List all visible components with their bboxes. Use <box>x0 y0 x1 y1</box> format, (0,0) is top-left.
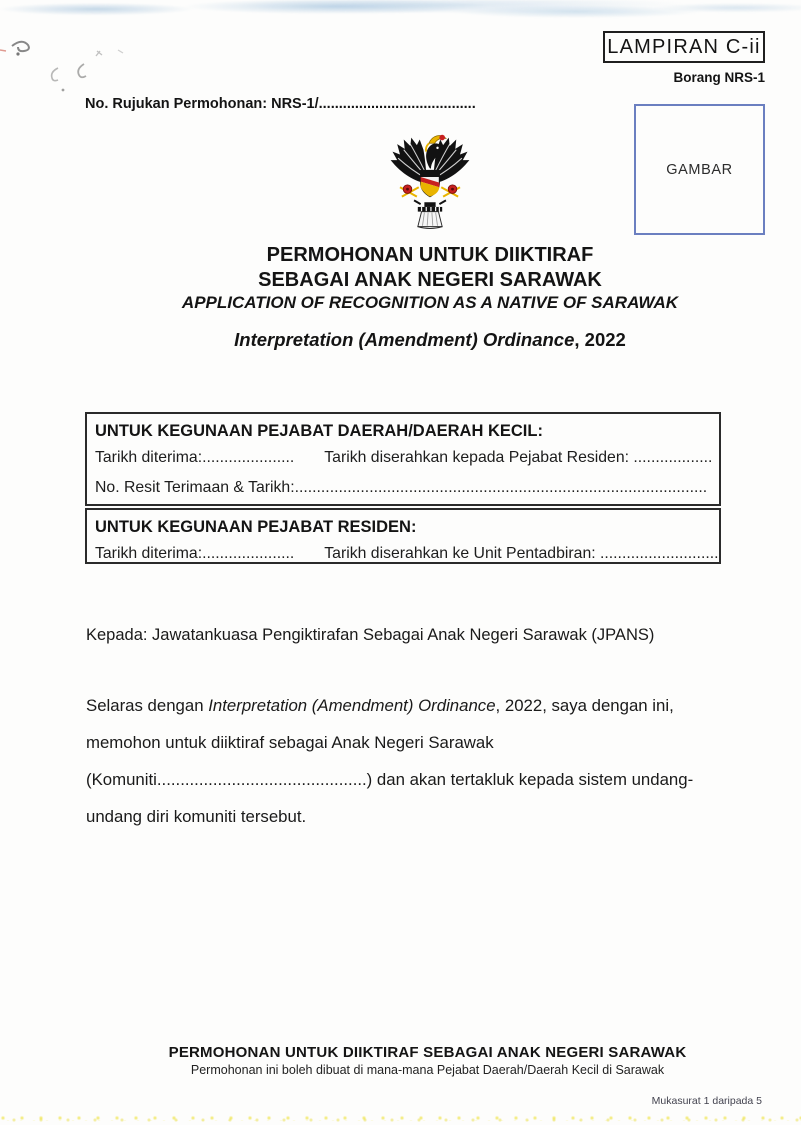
reference-number-line: No. Rujukan Permohonan: NRS-1/....................................... <box>85 96 476 112</box>
title-line-2: SEBAGAI ANAK NEGERI SARAWAK <box>258 268 602 291</box>
scanner-edge-artifact-bottom <box>0 1109 801 1125</box>
footer-title: PERMOHONAN UNTUK DIIKTIRAF SEBAGAI ANAK NEGERI SARAWAK <box>168 1044 687 1061</box>
lampiran-label-box <box>603 31 765 63</box>
ordinance-year: , 2022 <box>574 329 626 350</box>
title-line-1: PERMOHONAN UNTUK DIIKTIRAF <box>266 244 594 266</box>
ordinance-title <box>95 329 765 351</box>
paragraph-text-after: , 2022, saya dengan ini, memohon untuk diiktiraf sebagai Anak Negeri Sarawak (Komuniti.............................................) dan akan tertakluk kepada sistem undang-undang diri komuniti tersebut. <box>86 696 694 826</box>
residen-box-row-1 <box>95 539 719 569</box>
residen-office-use-box <box>85 508 721 564</box>
district-tarikh-diserahkan-field: Tarikh diserahkan kepada Pejabat Residen: .................. <box>324 449 713 466</box>
district-resit-field: No. Resit Terimaan & Tarikh:.............................................................................................. <box>95 479 708 496</box>
paragraph-text-before: Selaras dengan <box>86 696 209 715</box>
borang-label: Borang NRS-1 <box>673 70 765 85</box>
ordinance-name: Interpretation (Amendment) Ordinance <box>234 329 575 350</box>
sarawak-state-crest-icon <box>383 131 477 236</box>
footer-note: Permohonan ini boleh dibuat di mana-mana Pejabat Daerah/Daerah Kecil di Sarawak <box>190 1063 665 1077</box>
district-box-row-1 <box>95 443 711 473</box>
district-tarikh-diterima-field: Tarikh diterima:..................... <box>95 449 295 466</box>
lampiran-label: LAMPIRAN C-ii <box>607 35 761 58</box>
form-title-block <box>95 243 765 313</box>
residen-tarikh-diterima-field: Tarikh diterima:..................... <box>95 545 295 562</box>
scanner-edge-artifact-top <box>0 0 801 26</box>
addressee-line: Kepada: Jawatankuasa Pengiktirafan Sebagai Anak Negeri Sarawak (JPANS) <box>86 626 655 644</box>
declaration-paragraph <box>86 687 723 835</box>
photo-placeholder-box <box>634 104 765 235</box>
page-number: Mukasurat 1 daripada 5 <box>651 1095 762 1107</box>
district-box-heading: UNTUK KEGUNAAN PEJABAT DAERAH/DAERAH KECIL: <box>95 422 543 440</box>
residen-tarikh-diserahkan-field: Tarikh diserahkan ke Unit Pentadbiran: ........................... <box>324 545 719 562</box>
title-line-english: APPLICATION OF RECOGNITION AS A NATIVE OF SARAWAK <box>181 293 679 312</box>
residen-box-heading: UNTUK KEGUNAAN PEJABAT RESIDEN: <box>95 518 417 536</box>
district-box-row-2 <box>95 473 711 503</box>
photo-placeholder-label: GAMBAR <box>666 161 733 178</box>
pencil-marks <box>0 30 340 140</box>
page-footer <box>55 1044 800 1077</box>
paragraph-ordinance-italic: Interpretation (Amendment) Ordinance <box>208 696 496 715</box>
district-office-use-box <box>85 412 721 506</box>
